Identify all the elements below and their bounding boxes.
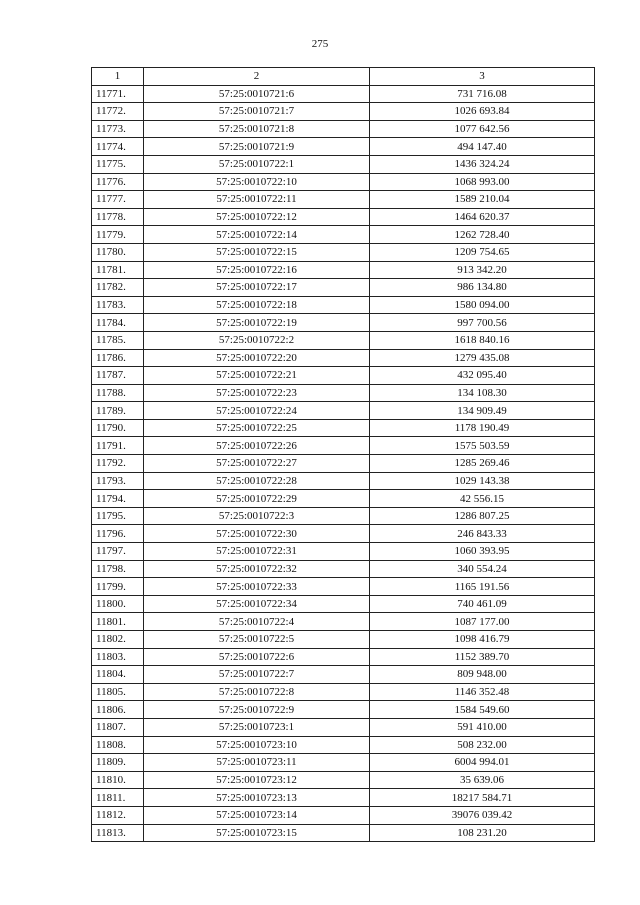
cadastral-value-cell: 1165 191.56 [370,578,595,596]
cadastral-value-cell: 1087 177.00 [370,613,595,631]
row-number-cell: 11784. [92,314,144,332]
cadastral-number-cell: 57:25:0010723:15 [144,824,370,842]
cadastral-value-cell: 986 134.80 [370,279,595,297]
cadastral-value-cell: 1589 210.04 [370,191,595,209]
table-row [92,208,595,226]
row-number-cell: 11795. [92,507,144,525]
cadastral-number-cell: 57:25:0010722:29 [144,490,370,508]
cadastral-value-cell: 913 342.20 [370,261,595,279]
row-number-cell: 11805. [92,683,144,701]
row-number-cell: 11775. [92,155,144,173]
cadastral-value-cell: 731 716.08 [370,85,595,103]
row-number-cell: 11793. [92,472,144,490]
cadastral-number-cell: 57:25:0010722:11 [144,191,370,209]
row-number-cell: 11812. [92,806,144,824]
row-number-cell: 11778. [92,208,144,226]
table-row [92,173,595,191]
cadastral-number-cell: 57:25:0010722:30 [144,525,370,543]
cadastral-number-cell: 57:25:0010721:9 [144,138,370,156]
cadastral-number-cell: 57:25:0010722:26 [144,437,370,455]
cadastral-value-cell: 1286 807.25 [370,507,595,525]
cadastral-value-cell: 134 108.30 [370,384,595,402]
table-row [92,560,595,578]
cadastral-number-cell: 57:25:0010722:24 [144,402,370,420]
row-number-cell: 11792. [92,455,144,473]
table-row [92,824,595,842]
table-row [92,296,595,314]
cadastral-value-cell: 1584 549.60 [370,701,595,719]
row-number-cell: 11776. [92,173,144,191]
row-number-cell: 11799. [92,578,144,596]
cadastral-value-cell: 1464 620.37 [370,208,595,226]
cadastral-number-cell: 57:25:0010722:18 [144,296,370,314]
table-row [92,718,595,736]
table-row [92,578,595,596]
row-number-cell: 11791. [92,437,144,455]
cadastral-number-cell: 57:25:0010723:10 [144,736,370,754]
cadastral-value-cell: 1209 754.65 [370,243,595,261]
row-number-cell: 11806. [92,701,144,719]
column-header-cadastral-value: 3 [370,68,595,86]
cadastral-number-cell: 57:25:0010723:11 [144,754,370,772]
table-row [92,243,595,261]
cadastral-value-cell: 39076 039.42 [370,806,595,824]
table-row [92,155,595,173]
table-row [92,525,595,543]
column-header-number: 1 [92,68,144,86]
cadastral-number-cell: 57:25:0010722:5 [144,631,370,649]
cadastral-number-cell: 57:25:0010722:14 [144,226,370,244]
table-row [92,261,595,279]
cadastral-number-cell: 57:25:0010722:33 [144,578,370,596]
cadastral-value-cell: 1068 993.00 [370,173,595,191]
cadastral-value-cell: 340 554.24 [370,560,595,578]
cadastral-number-cell: 57:25:0010722:15 [144,243,370,261]
row-number-cell: 11798. [92,560,144,578]
row-number-cell: 11774. [92,138,144,156]
row-number-cell: 11801. [92,613,144,631]
row-number-cell: 11780. [92,243,144,261]
cadastral-value-cell: 809 948.00 [370,666,595,684]
table-row [92,648,595,666]
cadastral-number-cell: 57:25:0010722:31 [144,543,370,561]
row-number-cell: 11794. [92,490,144,508]
row-number-cell: 11786. [92,349,144,367]
cadastral-value-cell: 35 639.06 [370,771,595,789]
cadastral-value-cell: 134 909.49 [370,402,595,420]
cadastral-value-cell: 1618 840.16 [370,331,595,349]
table-row [92,419,595,437]
cadastral-value-cell: 997 700.56 [370,314,595,332]
cadastral-value-cell: 432 095.40 [370,367,595,385]
cadastral-value-table [91,67,595,842]
row-number-cell: 11788. [92,384,144,402]
row-number-cell: 11789. [92,402,144,420]
cadastral-value-cell: 740 461.09 [370,595,595,613]
cadastral-value-cell: 1152 389.70 [370,648,595,666]
row-number-cell: 11796. [92,525,144,543]
cadastral-value-cell: 42 556.15 [370,490,595,508]
cadastral-value-cell: 1575 503.59 [370,437,595,455]
table-row [92,103,595,121]
cadastral-number-cell: 57:25:0010722:17 [144,279,370,297]
table-row [92,349,595,367]
row-number-cell: 11783. [92,296,144,314]
row-number-cell: 11803. [92,648,144,666]
table-row [92,683,595,701]
cadastral-value-cell: 1098 416.79 [370,631,595,649]
cadastral-number-cell: 57:25:0010722:9 [144,701,370,719]
cadastral-number-cell: 57:25:0010722:6 [144,648,370,666]
cadastral-number-cell: 57:25:0010723:14 [144,806,370,824]
table-row [92,507,595,525]
cadastral-number-cell: 57:25:0010721:7 [144,103,370,121]
row-number-cell: 11777. [92,191,144,209]
cadastral-number-cell: 57:25:0010722:27 [144,455,370,473]
cadastral-number-cell: 57:25:0010722:12 [144,208,370,226]
cadastral-number-cell: 57:25:0010723:13 [144,789,370,807]
table-row [92,120,595,138]
cadastral-value-cell: 591 410.00 [370,718,595,736]
table-row [92,543,595,561]
cadastral-number-cell: 57:25:0010722:7 [144,666,370,684]
cadastral-value-cell: 508 232.00 [370,736,595,754]
table-row [92,490,595,508]
table-row [92,806,595,824]
cadastral-number-cell: 57:25:0010722:19 [144,314,370,332]
cadastral-value-cell: 1060 393.95 [370,543,595,561]
row-number-cell: 11771. [92,85,144,103]
table-row [92,314,595,332]
page-number: 275 [311,38,329,50]
cadastral-number-cell: 57:25:0010723:12 [144,771,370,789]
row-number-cell: 11800. [92,595,144,613]
table-body [92,85,595,842]
cadastral-value-cell: 6004 994.01 [370,754,595,772]
table-row [92,455,595,473]
table-row [92,666,595,684]
table-row [92,331,595,349]
row-number-cell: 11782. [92,279,144,297]
cadastral-value-cell: 1285 269.46 [370,455,595,473]
cadastral-number-cell: 57:25:0010721:6 [144,85,370,103]
cadastral-number-cell: 57:25:0010722:25 [144,419,370,437]
table-row [92,384,595,402]
row-number-cell: 11811. [92,789,144,807]
cadastral-number-cell: 57:25:0010722:8 [144,683,370,701]
cadastral-number-cell: 57:25:0010722:21 [144,367,370,385]
row-number-cell: 11802. [92,631,144,649]
row-number-cell: 11810. [92,771,144,789]
cadastral-number-cell: 57:25:0010723:1 [144,718,370,736]
cadastral-value-cell: 246 843.33 [370,525,595,543]
table-row [92,595,595,613]
table-row [92,771,595,789]
row-number-cell: 11772. [92,103,144,121]
table-row [92,85,595,103]
cadastral-number-cell: 57:25:0010722:23 [144,384,370,402]
cadastral-number-cell: 57:25:0010721:8 [144,120,370,138]
cadastral-value-cell: 1029 143.38 [370,472,595,490]
cadastral-number-cell: 57:25:0010722:4 [144,613,370,631]
row-number-cell: 11808. [92,736,144,754]
table-header [92,68,595,86]
cadastral-value-cell: 1077 642.56 [370,120,595,138]
table-row [92,701,595,719]
table-row [92,367,595,385]
cadastral-value-cell: 1146 352.48 [370,683,595,701]
table-row [92,279,595,297]
cadastral-value-cell: 494 147.40 [370,138,595,156]
row-number-cell: 11790. [92,419,144,437]
row-number-cell: 11773. [92,120,144,138]
table-row [92,472,595,490]
table-row [92,613,595,631]
cadastral-value-cell: 108 231.20 [370,824,595,842]
table-row [92,138,595,156]
cadastral-number-cell: 57:25:0010722:20 [144,349,370,367]
table-row [92,789,595,807]
cadastral-number-cell: 57:25:0010722:3 [144,507,370,525]
cadastral-value-cell: 1026 693.84 [370,103,595,121]
cadastral-value-cell: 1436 324.24 [370,155,595,173]
row-number-cell: 11809. [92,754,144,772]
row-number-cell: 11797. [92,543,144,561]
cadastral-value-cell: 1279 435.08 [370,349,595,367]
row-number-cell: 11807. [92,718,144,736]
column-header-cadastral-number: 2 [144,68,370,86]
table-row [92,402,595,420]
header-row [92,68,595,86]
table-row [92,754,595,772]
cadastral-number-cell: 57:25:0010722:32 [144,560,370,578]
cadastral-value-cell: 1580 094.00 [370,296,595,314]
row-number-cell: 11781. [92,261,144,279]
table-row [92,437,595,455]
table-row [92,736,595,754]
cadastral-number-cell: 57:25:0010722:16 [144,261,370,279]
table-row [92,226,595,244]
cadastral-number-cell: 57:25:0010722:1 [144,155,370,173]
cadastral-value-cell: 1262 728.40 [370,226,595,244]
table-row [92,631,595,649]
row-number-cell: 11804. [92,666,144,684]
row-number-cell: 11785. [92,331,144,349]
cadastral-value-cell: 18217 584.71 [370,789,595,807]
row-number-cell: 11813. [92,824,144,842]
row-number-cell: 11779. [92,226,144,244]
row-number-cell: 11787. [92,367,144,385]
cadastral-number-cell: 57:25:0010722:10 [144,173,370,191]
cadastral-value-cell: 1178 190.49 [370,419,595,437]
cadastral-number-cell: 57:25:0010722:28 [144,472,370,490]
table-row [92,191,595,209]
cadastral-number-cell: 57:25:0010722:2 [144,331,370,349]
cadastral-number-cell: 57:25:0010722:34 [144,595,370,613]
